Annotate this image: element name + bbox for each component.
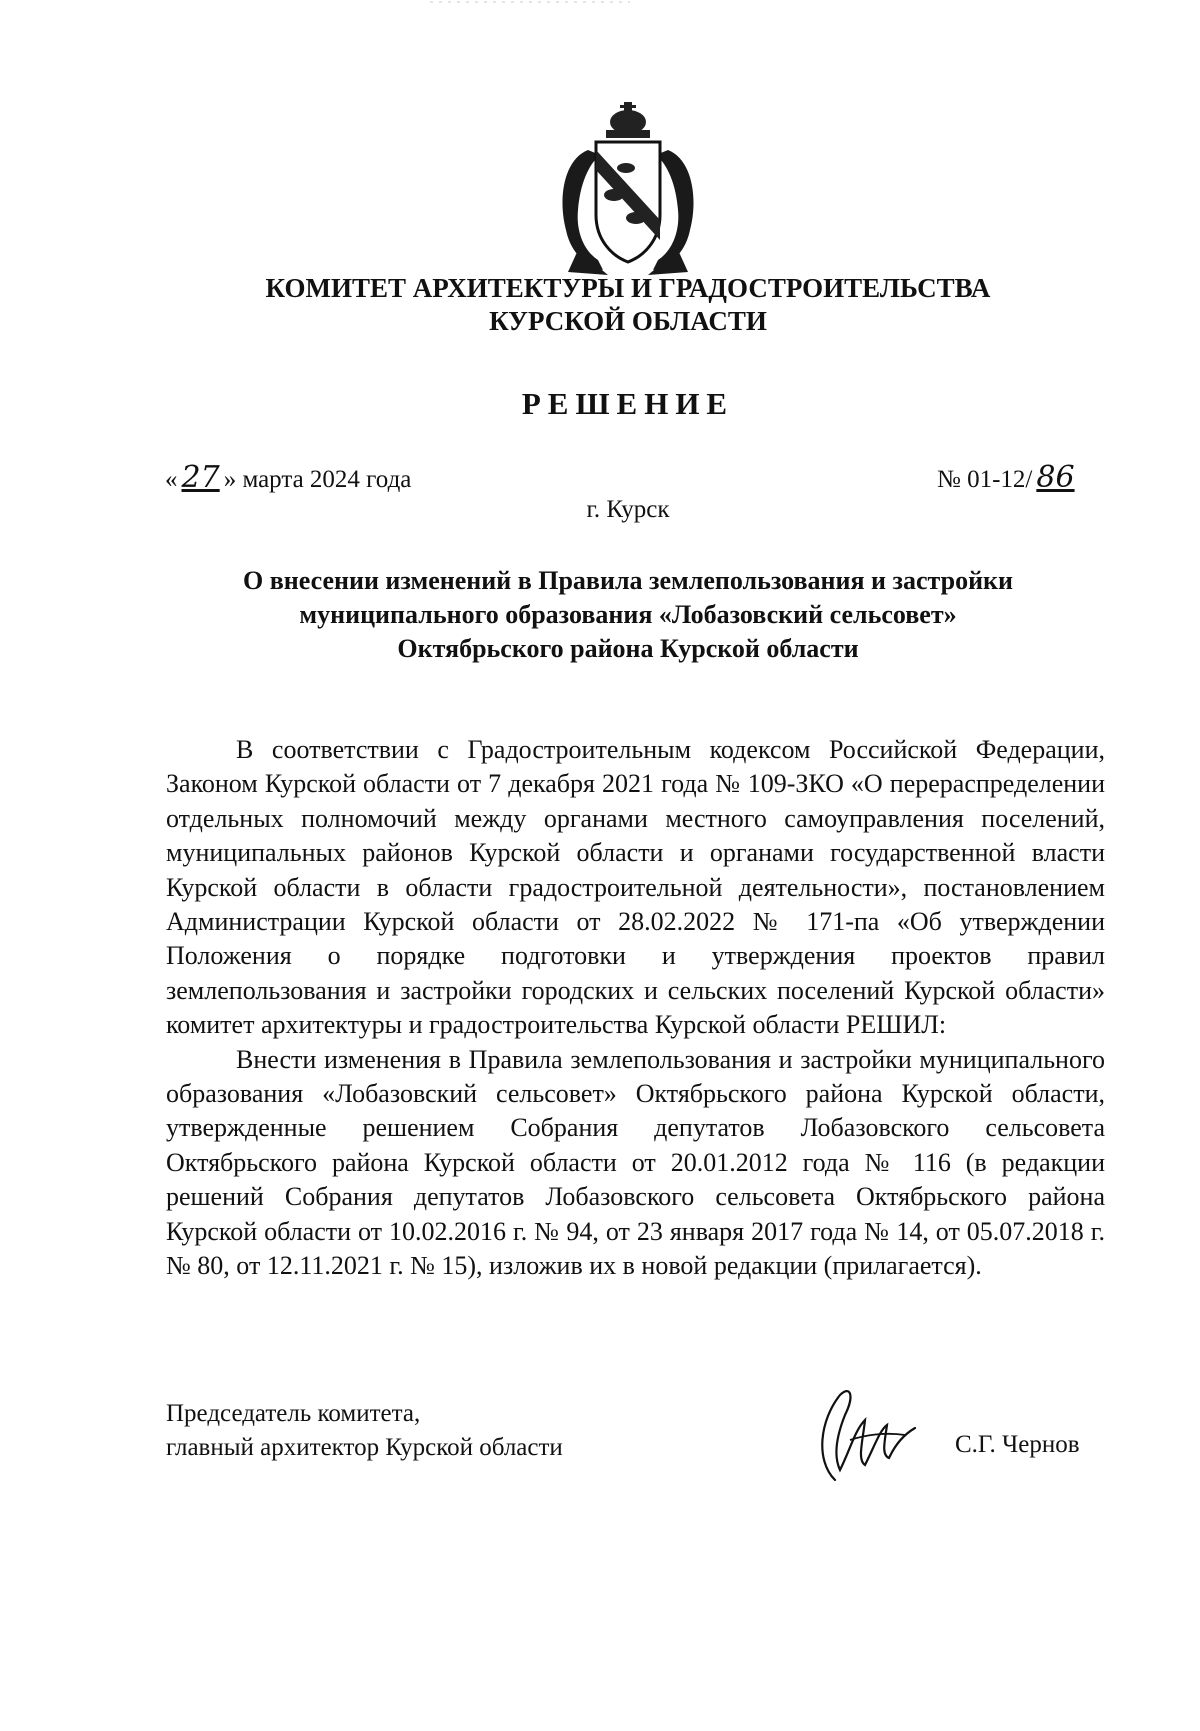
signatory-title-line-1: Председатель комитета, (166, 1400, 421, 1427)
subject-line-1: О внесении изменений в Правила землепользования и застройки (242, 566, 1014, 595)
org-line-1: КОМИТЕТ АРХИТЕКТУРЫ И ГРАДОСТРОИТЕЛЬСТВА (265, 273, 991, 303)
signatory-title-line-2: главный архитектор Курской области (166, 1434, 563, 1461)
handwritten-signature-icon (795, 1380, 925, 1490)
signatory-title (166, 1397, 563, 1465)
date-month-year: » марта 2024 года (223, 466, 412, 493)
number-prefix: № 01-12/ (937, 466, 1033, 493)
organization-name (0, 272, 1200, 338)
body-paragraph-2: Внести изменения в Правила землепользования и застройки муниципального образования «Лобазовский сельсовет» Октябрьского района Курской области, утвержденные решением Собрания депутатов Лобазовского сельсовета Октябрьского района Курской области от 20.01.2012 года № 116 (в редакции решений Собрания депутатов Лобазовского сельсовета Октябрьского района Курской области от 10.02.2016 г. № 94, от 23 января 2017 года № 14, от 05.07.2018 г. № 80, от 12.11.2021 г. № 15), изложив их в новой редакции (прилагается). (166, 1044, 1105, 1281)
org-line-2: КУРСКОЙ ОБЛАСТИ (489, 306, 767, 336)
body-paragraph-1: В соответствии с Градостроительным кодексом Российской Федерации, Законом Курской области от 7 декабря 2021 года № 109-ЗКО «О перераспределении отдельных полномочий между органами местного самоуправления поселений, муниципальных районов Курской области и органами государственной власти Курской области в области градостроительной деятельности», постановлением Администрации Курской области от 28.02.2022 № 171-па «Об утверждении Положения о порядке подготовки и утверждения проектов правил землепользования и застройки городских и сельских поселений Курской области» комитет архитектуры и градостроительства Курской области РЕШИЛ: (166, 735, 1105, 1040)
subject-line-3: Октябрьского района Курской области (397, 634, 859, 663)
scan-artifact (430, 0, 630, 4)
city: г. Курск (586, 496, 670, 523)
signatory-name: С.Г. Чернов (955, 1431, 1080, 1458)
document-date (165, 460, 411, 495)
kursk-coat-of-arms-icon (548, 100, 708, 280)
date-day-handwritten: 27 (181, 460, 220, 495)
document-subject (150, 564, 1106, 666)
document-type: РЕШЕНИЕ (521, 386, 735, 421)
number-handwritten: 86 (1036, 460, 1075, 495)
document-body (166, 733, 1105, 1284)
document-number (937, 460, 1079, 495)
subject-line-2: муниципального образования «Лобазовский сельсовет» (299, 600, 957, 629)
date-open-quote: « (165, 466, 178, 493)
